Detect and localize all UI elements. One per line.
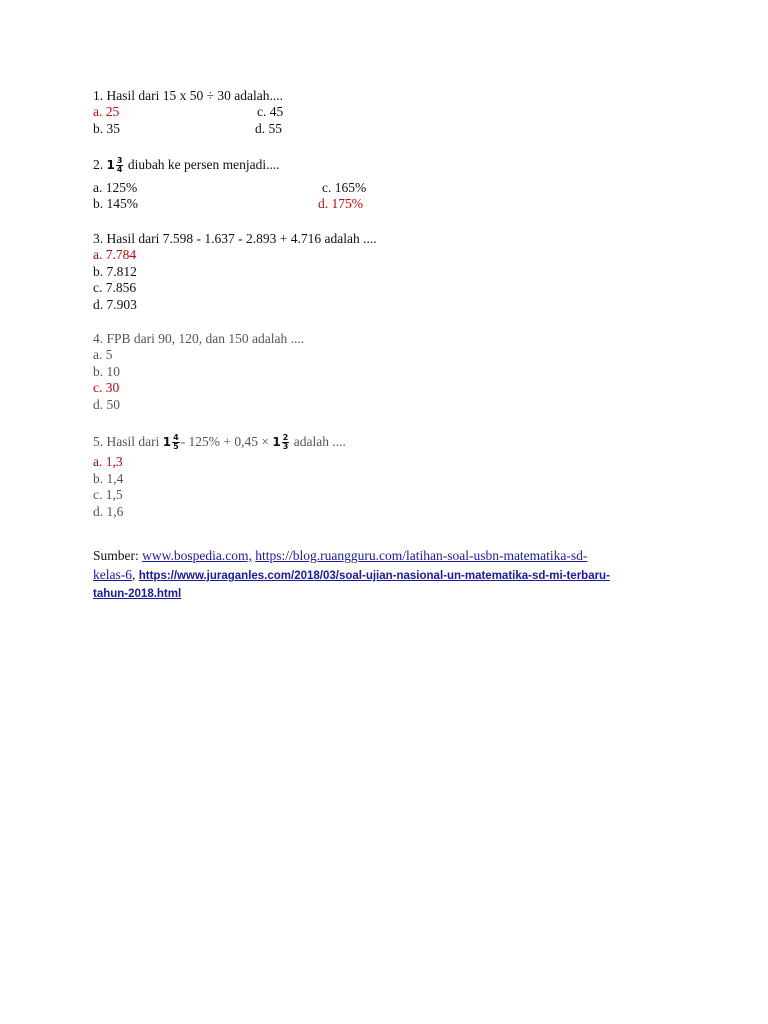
question-5-fraction1-whole: 1 (162, 435, 172, 449)
question-1-number: 1. (93, 88, 104, 103)
question-2-fraction-numerator: 3 (116, 156, 123, 166)
question-5-option-b: b. 1,4 (93, 471, 124, 486)
question-3-option-b: b. 7.812 (93, 264, 137, 279)
question-2-number: 2. (93, 157, 104, 172)
source-link-juraganles[interactable]: https://www.juraganles.com/2018/03/soal-ujian-nasional-un-matematika-sd-mi-terbaru- (138, 570, 610, 582)
question-5-text-post: adalah .... (293, 434, 346, 449)
question-2-option-d: d. 175% (318, 196, 363, 211)
source-label: Sumber: (93, 548, 139, 563)
question-5-fraction1-denominator: 5 (173, 442, 179, 452)
question-3-option-a: a. 7.784 (93, 247, 137, 262)
question-3-stem (93, 231, 377, 247)
question-5-fraction2-numerator: 2 (282, 433, 289, 443)
question-2-option-b: b. 145% (93, 196, 138, 211)
question-4-option-d: d. 50 (93, 397, 120, 412)
source-line-2 (93, 567, 610, 584)
question-5-fraction2 (282, 434, 290, 451)
question-4-number: 4. (93, 331, 104, 346)
question-1-option-d: d. 55 (255, 121, 282, 136)
question-5-option-c: c. 1,5 (93, 487, 123, 502)
question-2-stem (93, 155, 280, 175)
question-4-text: FPB dari 90, 120, dan 150 adalah .... (106, 331, 305, 346)
question-5-option-a: a. 1,3 (93, 454, 123, 469)
source-link-ruangguru[interactable]: https://blog.ruangguru.com/latihan-soal-usbn-matematika-sd- (255, 548, 588, 563)
question-2-fraction-whole: 1 (106, 158, 115, 172)
question-4-option-b: b. 10 (93, 364, 120, 379)
question-5-number: 5. (93, 434, 104, 449)
question-5-fraction2-denominator: 3 (282, 442, 289, 452)
question-1-text: Hasil dari 15 x 50 ÷ 30 adalah.... (106, 88, 283, 103)
question-5-fraction1 (172, 434, 180, 451)
question-2-text: diubah ke persen menjadi.... (127, 157, 280, 172)
source-line-1 (93, 548, 587, 564)
question-5-text-mid: - 125% + 0,45 × (180, 434, 270, 449)
question-3-option-c: c. 7.856 (93, 280, 137, 295)
question-4-stem (93, 331, 304, 347)
question-5-fraction2-whole: 1 (272, 435, 281, 449)
question-5-text-pre: Hasil dari (106, 434, 160, 449)
question-2-fraction-denominator: 4 (116, 165, 123, 175)
question-5-stem (93, 432, 346, 452)
source-link-juraganles-cont[interactable]: tahun-2018.html (93, 588, 182, 600)
source-line-3 (93, 585, 181, 602)
question-2-fraction (116, 157, 124, 174)
question-3-option-d: d. 7.903 (93, 297, 137, 312)
question-1-option-c: c. 45 (257, 104, 284, 119)
question-5-option-d: d. 1,6 (93, 504, 124, 519)
question-1-option-a: a. 25 (93, 104, 120, 119)
source-link-ruangguru-cont[interactable]: kelas-6 (93, 567, 132, 582)
question-3-number: 3. (93, 231, 104, 246)
question-2-option-c: c. 165% (322, 180, 367, 195)
question-4-option-a: a. 5 (93, 347, 113, 362)
question-4-option-c: c. 30 (93, 380, 120, 395)
question-1-stem (93, 88, 283, 104)
question-5-fraction1-numerator: 4 (173, 433, 179, 443)
question-3-text: Hasil dari 7.598 - 1.637 - 2.893 + 4.716 adalah .... (106, 231, 377, 246)
question-1-option-b: b. 35 (93, 121, 120, 136)
source-link-bospedia[interactable]: www.bospedia.com, (142, 548, 252, 563)
question-2-option-a: a. 125% (93, 180, 138, 195)
source-separator: , (131, 567, 136, 582)
